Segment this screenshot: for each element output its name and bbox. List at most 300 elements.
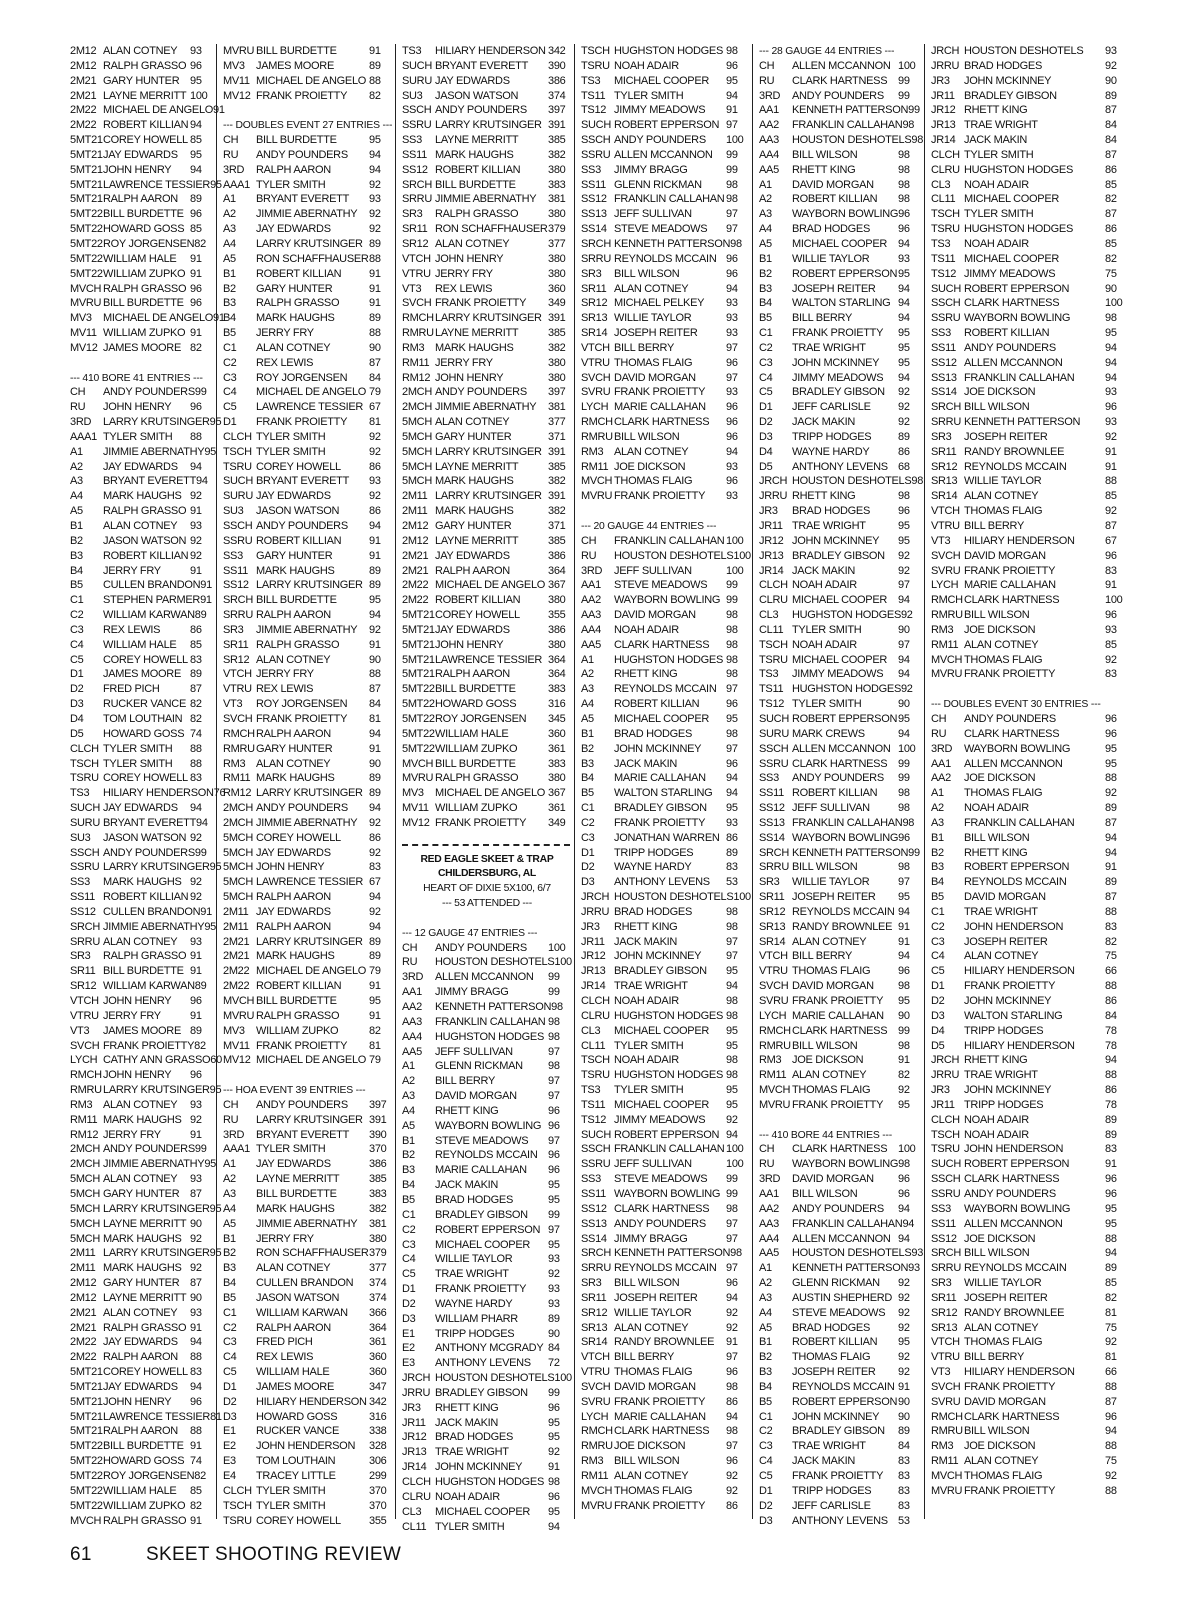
shooter-name: DAVID MORGAN — [614, 609, 696, 622]
result-row — [931, 608, 1131, 623]
shooter-name: FRANKLIN CALLAHAN — [964, 816, 1075, 829]
class-code: AA1 — [759, 1187, 779, 1200]
score: 92 — [898, 564, 910, 577]
result-row — [931, 638, 1131, 653]
result-row — [581, 712, 752, 727]
score: 98 — [726, 178, 738, 191]
score: 92 — [369, 490, 381, 503]
score: 92 — [190, 1232, 202, 1245]
shooter-name: JOE DICKSON — [614, 1440, 686, 1453]
score: 85 — [1105, 638, 1117, 651]
score: 81 — [210, 1410, 222, 1423]
class-code: SR3 — [402, 208, 423, 221]
shooter-name: BRAD HODGES — [435, 1193, 513, 1206]
shooter-name: MICHAEL DE ANGELO — [256, 74, 367, 87]
score: 99 — [898, 89, 910, 102]
score: 94 — [548, 1520, 560, 1533]
result-row — [223, 1261, 395, 1276]
shooter-name: FRANK PROIETTY — [256, 416, 348, 429]
score: 95 — [209, 1247, 222, 1260]
score: 355 — [548, 609, 566, 622]
score: 316 — [369, 1410, 387, 1423]
class-code: AAA1 — [223, 1143, 250, 1156]
score: 76 — [213, 787, 226, 800]
score: 100 — [1105, 297, 1123, 310]
class-code: SR3 — [759, 876, 780, 889]
result-row — [223, 519, 395, 534]
shooter-name: NOAH ADAIR — [614, 59, 679, 72]
shooter-name: BILL BURDETTE — [256, 45, 337, 57]
class-code: VT3 — [931, 1366, 951, 1379]
class-code: SS3 — [931, 1202, 951, 1215]
class-code: JRRU — [931, 59, 960, 72]
score: 88 — [190, 742, 202, 755]
score: 364 — [548, 564, 566, 577]
class-code: VTRU — [931, 1351, 960, 1364]
class-code: D3 — [581, 876, 595, 889]
class-code: D1 — [931, 980, 945, 993]
result-row — [759, 964, 924, 979]
result-row — [759, 564, 924, 579]
score: 381 — [548, 193, 566, 206]
class-code: AA1 — [759, 104, 779, 117]
score: 93 — [190, 1306, 202, 1319]
result-row — [931, 979, 1131, 994]
class-code: A3 — [70, 475, 83, 488]
class-code: SS11 — [402, 148, 427, 161]
result-row — [70, 1128, 216, 1143]
class-code: AAA1 — [70, 430, 97, 443]
result-row — [931, 920, 1131, 935]
shooter-name: COREY HOWELL — [103, 1366, 188, 1379]
result-row — [70, 935, 216, 950]
score: 96 — [1105, 1187, 1117, 1200]
score: 95 — [898, 712, 910, 725]
result-row — [70, 1410, 222, 1425]
shooter-name: TRACEY LITTLE — [256, 1470, 336, 1482]
score: 95 — [190, 74, 202, 87]
score: 98 — [1105, 312, 1117, 325]
class-code: SRCH — [223, 594, 253, 607]
shooter-name: MARK HAUGHS — [103, 1262, 182, 1275]
result-row — [581, 757, 752, 772]
class-code: TS12 — [581, 1113, 607, 1126]
class-code: RM11 — [931, 638, 959, 651]
class-code: A1 — [931, 787, 944, 800]
shooter-name: ANDY POUNDERS — [256, 802, 348, 815]
result-row — [931, 1380, 1131, 1395]
score: 96 — [190, 282, 202, 295]
result-row — [70, 59, 216, 74]
score: 99 — [726, 148, 738, 161]
score: 96 — [1105, 1410, 1117, 1423]
score: 90 — [190, 1217, 202, 1230]
shooter-name: BILL BURDETTE — [103, 208, 184, 221]
class-code: JR11 — [759, 520, 783, 532]
result-row — [70, 430, 216, 445]
shooter-name: CULLEN BRANDON — [256, 1277, 354, 1290]
class-code: C3 — [759, 1440, 773, 1453]
class-code: CL11 — [759, 623, 784, 636]
result-row — [581, 771, 752, 786]
result-row — [759, 1335, 924, 1350]
class-code: 5MT21 — [402, 638, 435, 651]
shooter-name: JIMMIE ABERNATHY — [256, 208, 358, 221]
shooter-name: FRANK PROIETTY — [964, 1380, 1056, 1393]
result-row — [223, 593, 395, 608]
class-code: 5MT21 — [70, 148, 103, 161]
class-code: A2 — [402, 1075, 415, 1088]
class-code: 5MT21 — [70, 1366, 103, 1379]
score: 96 — [1105, 609, 1117, 622]
class-code: 5MT22 — [70, 1470, 103, 1482]
score: 91 — [369, 534, 381, 547]
shooter-name: FRANK PROIETTY — [435, 1283, 527, 1296]
score: 92 — [190, 1113, 202, 1126]
shooter-name: TRAE WRIGHT — [792, 520, 866, 532]
result-row — [402, 1252, 574, 1267]
score: 81 — [1105, 1351, 1117, 1364]
shooter-name: JOHN MCKINNEY — [964, 995, 1052, 1007]
score: 86 — [1105, 995, 1117, 1007]
score: 90 — [369, 653, 381, 666]
shooter-name: ALAN COTNEY — [103, 1173, 178, 1186]
result-row — [223, 935, 395, 950]
shooter-name: THOMAS FLAIG — [964, 505, 1043, 518]
result-row — [70, 1350, 216, 1365]
result-row — [931, 371, 1131, 386]
class-code: SSCH — [931, 297, 961, 310]
class-code: TS3 — [581, 1084, 601, 1097]
class-code: SR12 — [70, 980, 97, 993]
result-row — [402, 74, 574, 89]
shooter-name: MARIE CALLAHAN — [792, 1009, 884, 1022]
score: 89 — [548, 1312, 560, 1325]
class-code: LYCH — [931, 579, 959, 592]
shooter-name: RANDY BROWNLEE — [792, 920, 893, 933]
score: 100 — [726, 1158, 744, 1171]
result-row — [223, 400, 395, 415]
class-code: RU — [759, 1158, 775, 1171]
score: 98 — [726, 653, 738, 666]
score: 364 — [548, 668, 566, 681]
shooter-name: WILLIAM HALE — [103, 252, 177, 265]
class-code: SUCH — [402, 59, 432, 72]
score: 92 — [898, 1291, 910, 1304]
shooter-name: ALLEN MCCANNON — [964, 1217, 1063, 1230]
shooter-name: FRANK PROIETTY — [792, 327, 884, 340]
result-row — [70, 1469, 216, 1484]
class-code: E3 — [223, 1455, 236, 1468]
result-row — [70, 192, 216, 207]
shooter-name: FRANK PROIETTY — [435, 816, 527, 829]
score: 397 — [548, 104, 566, 117]
score: 381 — [369, 1217, 387, 1230]
score: 97 — [726, 1351, 738, 1364]
class-code: TSRU — [931, 223, 960, 236]
shooter-name: BRADLEY GIBSON — [792, 1425, 885, 1438]
shooter-name: JOHN MCKINNEY — [964, 74, 1052, 87]
score: 91 — [369, 282, 381, 295]
result-row — [402, 1475, 574, 1490]
class-code: B3 — [402, 1164, 415, 1177]
class-code: SVCH — [759, 980, 789, 993]
shooter-name: WILLIAM HALE — [256, 1366, 330, 1379]
result-row — [931, 1424, 1131, 1439]
class-code: VTCH — [223, 668, 252, 681]
result-row — [581, 608, 752, 623]
class-code: C1 — [402, 1208, 416, 1221]
result-row — [402, 1460, 574, 1475]
shooter-name: TRIPP HODGES — [792, 1484, 872, 1497]
result-row — [70, 163, 216, 178]
result-row — [223, 1306, 395, 1321]
shooter-name: WAYBORN BOWLING — [964, 1202, 1071, 1215]
result-row — [70, 653, 216, 668]
class-code: RM12 — [223, 787, 252, 800]
score: 91 — [898, 1380, 910, 1393]
shooter-name: HILIARY HENDERSON — [964, 1366, 1075, 1379]
score: 89 — [190, 193, 202, 206]
result-row — [70, 623, 216, 638]
result-row — [402, 1163, 574, 1178]
score: 89 — [726, 846, 738, 859]
score: 95 — [898, 356, 910, 369]
class-code: TSCH — [759, 638, 788, 651]
score: 87 — [190, 1187, 202, 1200]
result-row — [759, 1068, 924, 1083]
result-row — [223, 638, 395, 653]
result-row — [223, 1113, 395, 1128]
score: 391 — [548, 312, 566, 325]
score: 382 — [548, 505, 566, 518]
class-code: B2 — [931, 846, 944, 859]
class-code: A1 — [759, 1262, 772, 1275]
result-row — [223, 237, 395, 252]
class-code: SVRU — [931, 564, 961, 577]
score: 379 — [548, 223, 566, 236]
shooter-name: JOHN MCKINNEY — [964, 1084, 1052, 1097]
shooter-name: COREY HOWELL — [256, 831, 341, 844]
result-row — [402, 1267, 574, 1282]
shooter-name: LAWRENCE TESSIER — [103, 1410, 211, 1423]
class-code: 2M12 — [402, 534, 429, 547]
score: 97 — [548, 1223, 560, 1236]
shooter-name: RHETT KING — [614, 668, 678, 681]
score: 380 — [548, 772, 566, 785]
shooter-name: TYLER SMITH — [435, 1520, 505, 1533]
result-row — [402, 1416, 574, 1431]
class-code: B4 — [223, 1277, 236, 1290]
shooter-name: HOUSTON DESHOTELS — [792, 475, 912, 488]
class-code: RMRU — [581, 430, 613, 443]
result-row — [931, 1365, 1131, 1380]
class-code: B4 — [759, 297, 772, 310]
shooter-name: ROBERT EPPERSON — [614, 119, 720, 132]
result-row — [759, 356, 924, 371]
shooter-name: KENNETH PATTERSON — [614, 1247, 731, 1260]
shooter-name: WILLIAM PHARR — [435, 1312, 518, 1325]
shooter-name: JOHN HENDERSON — [964, 1143, 1064, 1156]
score: 92 — [726, 1470, 738, 1482]
class-code: A1 — [223, 1158, 236, 1171]
result-row — [931, 1083, 1131, 1098]
score: 92 — [898, 1351, 910, 1364]
result-row — [581, 1024, 752, 1039]
shooter-name: ROBERT EPPERSON — [964, 861, 1070, 874]
result-row — [402, 985, 574, 1000]
shooter-name: LARRY KRUTSINGER — [103, 416, 210, 429]
score: 97 — [726, 371, 738, 384]
shooter-name: JOHN HENRY — [103, 163, 172, 176]
result-row — [581, 1439, 752, 1454]
class-code: B3 — [581, 757, 594, 770]
result-row — [70, 415, 222, 430]
result-row — [759, 282, 924, 297]
shooter-name: CLARK HARTNESS — [792, 1024, 888, 1037]
result-row — [223, 1424, 395, 1439]
score: 385 — [369, 1173, 387, 1186]
class-code: 5MT21 — [70, 163, 103, 176]
result-row — [759, 415, 924, 430]
score: 94 — [898, 653, 910, 666]
class-code: MV12 — [402, 816, 430, 829]
score: 82 — [1105, 193, 1117, 206]
shooter-name: JAMES MOORE — [103, 668, 181, 681]
result-row — [931, 1469, 1131, 1484]
shooter-name: ALAN COTNEY — [103, 1098, 178, 1111]
class-code: AA2 — [759, 119, 779, 132]
score: 94 — [1105, 1425, 1117, 1438]
class-code: A4 — [223, 237, 236, 250]
shooter-name: HUGHSTON HODGES — [435, 1030, 544, 1043]
result-row — [70, 712, 216, 727]
result-row — [931, 341, 1131, 356]
result-row — [759, 831, 924, 846]
score: 86 — [190, 623, 202, 636]
result-row — [70, 282, 216, 297]
score: 95 — [898, 520, 910, 532]
result-row — [759, 979, 924, 994]
result-row — [223, 222, 395, 237]
class-code: E2 — [402, 1342, 415, 1355]
score: 374 — [548, 89, 566, 102]
score: 360 — [369, 1366, 387, 1379]
class-code: SR3 — [223, 623, 244, 636]
class-code: E2 — [223, 1440, 236, 1453]
result-row — [402, 1238, 574, 1253]
result-row — [759, 638, 924, 653]
shooter-name: RHETT KING — [964, 1054, 1028, 1067]
score: 383 — [369, 1187, 387, 1200]
score: 380 — [548, 252, 566, 265]
class-code: SRCH — [70, 920, 100, 933]
score: 98 — [898, 163, 910, 176]
score: 68 — [898, 460, 910, 473]
result-row — [931, 192, 1131, 207]
score: 97 — [726, 950, 738, 963]
score: 91 — [1105, 861, 1117, 874]
score: 91 — [898, 935, 910, 948]
shooter-name: ALAN COTNEY — [964, 638, 1039, 651]
shooter-name: BILL BURDETTE — [256, 134, 337, 147]
class-code: C1 — [759, 1410, 773, 1423]
shooter-name: NOAH ADAIR — [964, 802, 1029, 815]
result-row — [581, 356, 752, 371]
shooter-name: TRIPP HODGES — [435, 1327, 515, 1340]
result-row — [402, 385, 574, 400]
score: 95 — [1105, 327, 1117, 340]
score: 96 — [548, 1104, 560, 1117]
score: 87 — [1105, 104, 1117, 117]
result-row — [402, 1282, 574, 1297]
shooter-name: BILL WILSON — [614, 430, 680, 443]
class-code: SR11 — [223, 638, 249, 651]
class-code: B4 — [70, 564, 83, 577]
result-row — [931, 296, 1131, 311]
spacer — [759, 1113, 924, 1128]
shooter-name: NOAH ADAIR — [614, 623, 679, 636]
class-code: AA4 — [759, 148, 779, 161]
shooter-name: ANDY POUNDERS — [792, 89, 884, 102]
score: 93 — [726, 816, 738, 829]
class-code: JR11 — [931, 89, 955, 102]
result-row — [70, 1113, 216, 1128]
result-row — [70, 578, 216, 593]
score: 82 — [369, 1024, 381, 1037]
class-code: CH — [402, 941, 418, 954]
shooter-name: ALAN COTNEY — [792, 1069, 867, 1082]
shooter-name: ROY JORGENSEN — [256, 698, 348, 711]
score: 89 — [369, 935, 381, 948]
score: 96 — [190, 995, 202, 1007]
score: 86 — [1105, 1084, 1117, 1097]
class-code: A3 — [581, 683, 594, 696]
score: 97 — [726, 208, 738, 221]
class-code: VT3 — [70, 1024, 90, 1037]
result-row — [931, 460, 1131, 475]
class-code: AA1 — [931, 757, 951, 770]
result-row — [931, 1009, 1131, 1024]
shooter-name: BILL WILSON — [614, 267, 680, 280]
result-row — [402, 727, 574, 742]
shooter-name: WILLIE TAYLOR — [792, 876, 870, 889]
class-code: SR11 — [581, 282, 607, 295]
shooter-name: FRANK PROIETTY — [435, 297, 527, 310]
shooter-name: MARK HAUGHS — [103, 1113, 182, 1126]
result-row — [581, 103, 752, 118]
result-row — [70, 385, 216, 400]
section-divider — [402, 831, 570, 846]
result-row — [402, 1059, 574, 1074]
result-row — [581, 1380, 752, 1395]
score: 97 — [726, 1440, 738, 1453]
result-row — [931, 949, 1131, 964]
class-code: 2M11 — [402, 490, 428, 503]
shooter-name: BRADLEY GIBSON — [964, 89, 1057, 102]
shooter-name: JIMMY BRAGG — [614, 163, 688, 176]
shooter-name: JIMMY BRAGG — [435, 986, 509, 999]
score: 379 — [369, 1247, 387, 1260]
result-row — [223, 415, 395, 430]
class-code: CH — [70, 386, 86, 399]
class-code: B4 — [223, 312, 236, 325]
result-row — [759, 178, 924, 193]
class-code: 2M22 — [70, 1351, 97, 1364]
result-row — [759, 460, 924, 475]
class-code: AA4 — [759, 1232, 779, 1245]
score: 90 — [898, 623, 910, 636]
